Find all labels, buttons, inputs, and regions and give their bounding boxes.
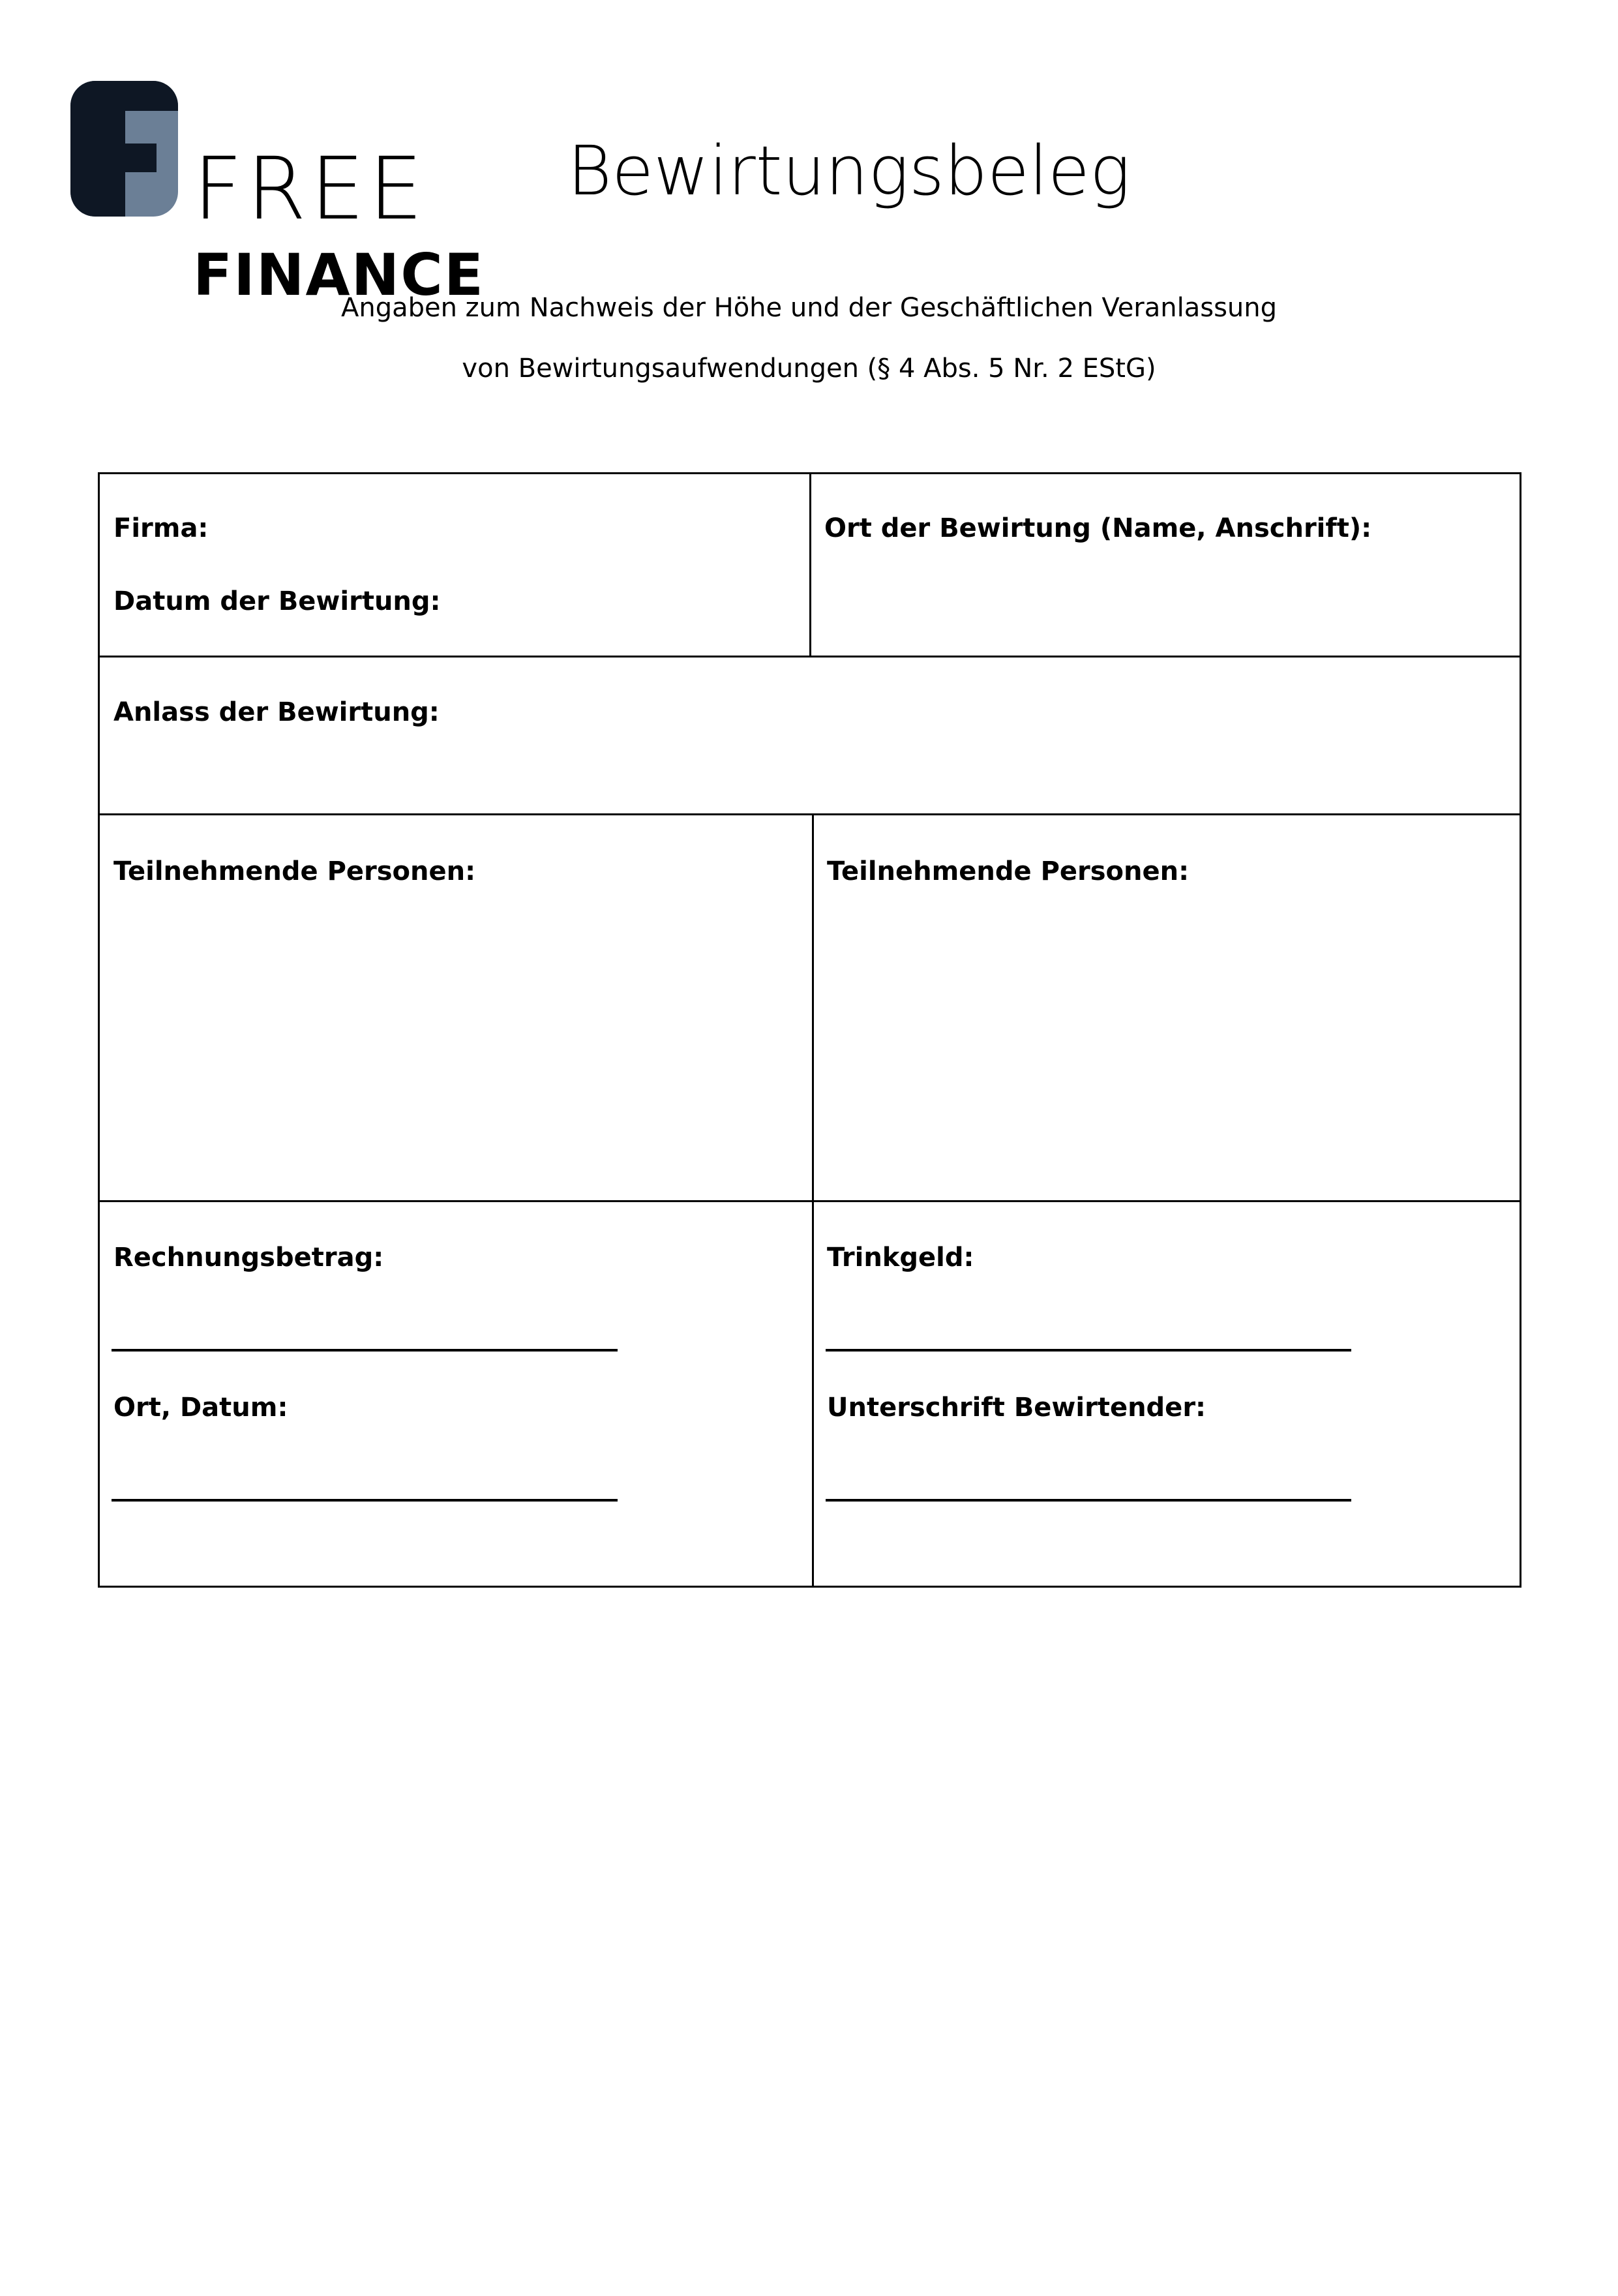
line-unterschrift[interactable] <box>826 1499 1351 1502</box>
line-trinkgeld[interactable] <box>826 1349 1351 1352</box>
cell-anlass[interactable] <box>98 656 1521 815</box>
logo-word-free: FREE <box>193 139 427 239</box>
label-teilnehmer-right: Teilnehmende Personen: <box>827 856 1190 886</box>
label-anlass: Anlass der Bewirtung: <box>113 697 440 727</box>
line-ort-datum[interactable] <box>112 1499 618 1502</box>
cell-firma-datum[interactable] <box>98 472 811 657</box>
label-ort-datum: Ort, Datum: <box>113 1393 288 1423</box>
label-trinkgeld: Trinkgeld: <box>827 1243 974 1273</box>
label-ort-bewirtung: Ort der Bewirtung (Name, Anschrift): <box>824 513 1372 543</box>
document-title: Bewirtungsbeleg <box>567 131 1131 211</box>
label-rechnungsbetrag: Rechnungsbetrag: <box>113 1243 384 1273</box>
label-teilnehmer-left: Teilnehmende Personen: <box>113 856 476 886</box>
label-firma: Firma: <box>113 513 209 543</box>
subtitle-line-2: von Bewirtungsaufwendungen (§ 4 Abs. 5 Nr. 2 EStG) <box>462 354 1156 384</box>
label-datum-bewirtung: Datum der Bewirtung: <box>113 586 441 616</box>
logo-mark-icon <box>70 81 181 218</box>
cell-ort-bewirtung[interactable] <box>809 472 1521 657</box>
logo-word-finance: FINANCE <box>193 241 485 309</box>
label-unterschrift: Unterschrift Bewirtender: <box>827 1393 1206 1423</box>
line-rechnungsbetrag[interactable] <box>112 1349 618 1352</box>
logo <box>70 81 485 309</box>
subtitle-line-1: Angaben zum Nachweis der Höhe und der Geschäftlichen Veranlassung <box>340 293 1278 323</box>
